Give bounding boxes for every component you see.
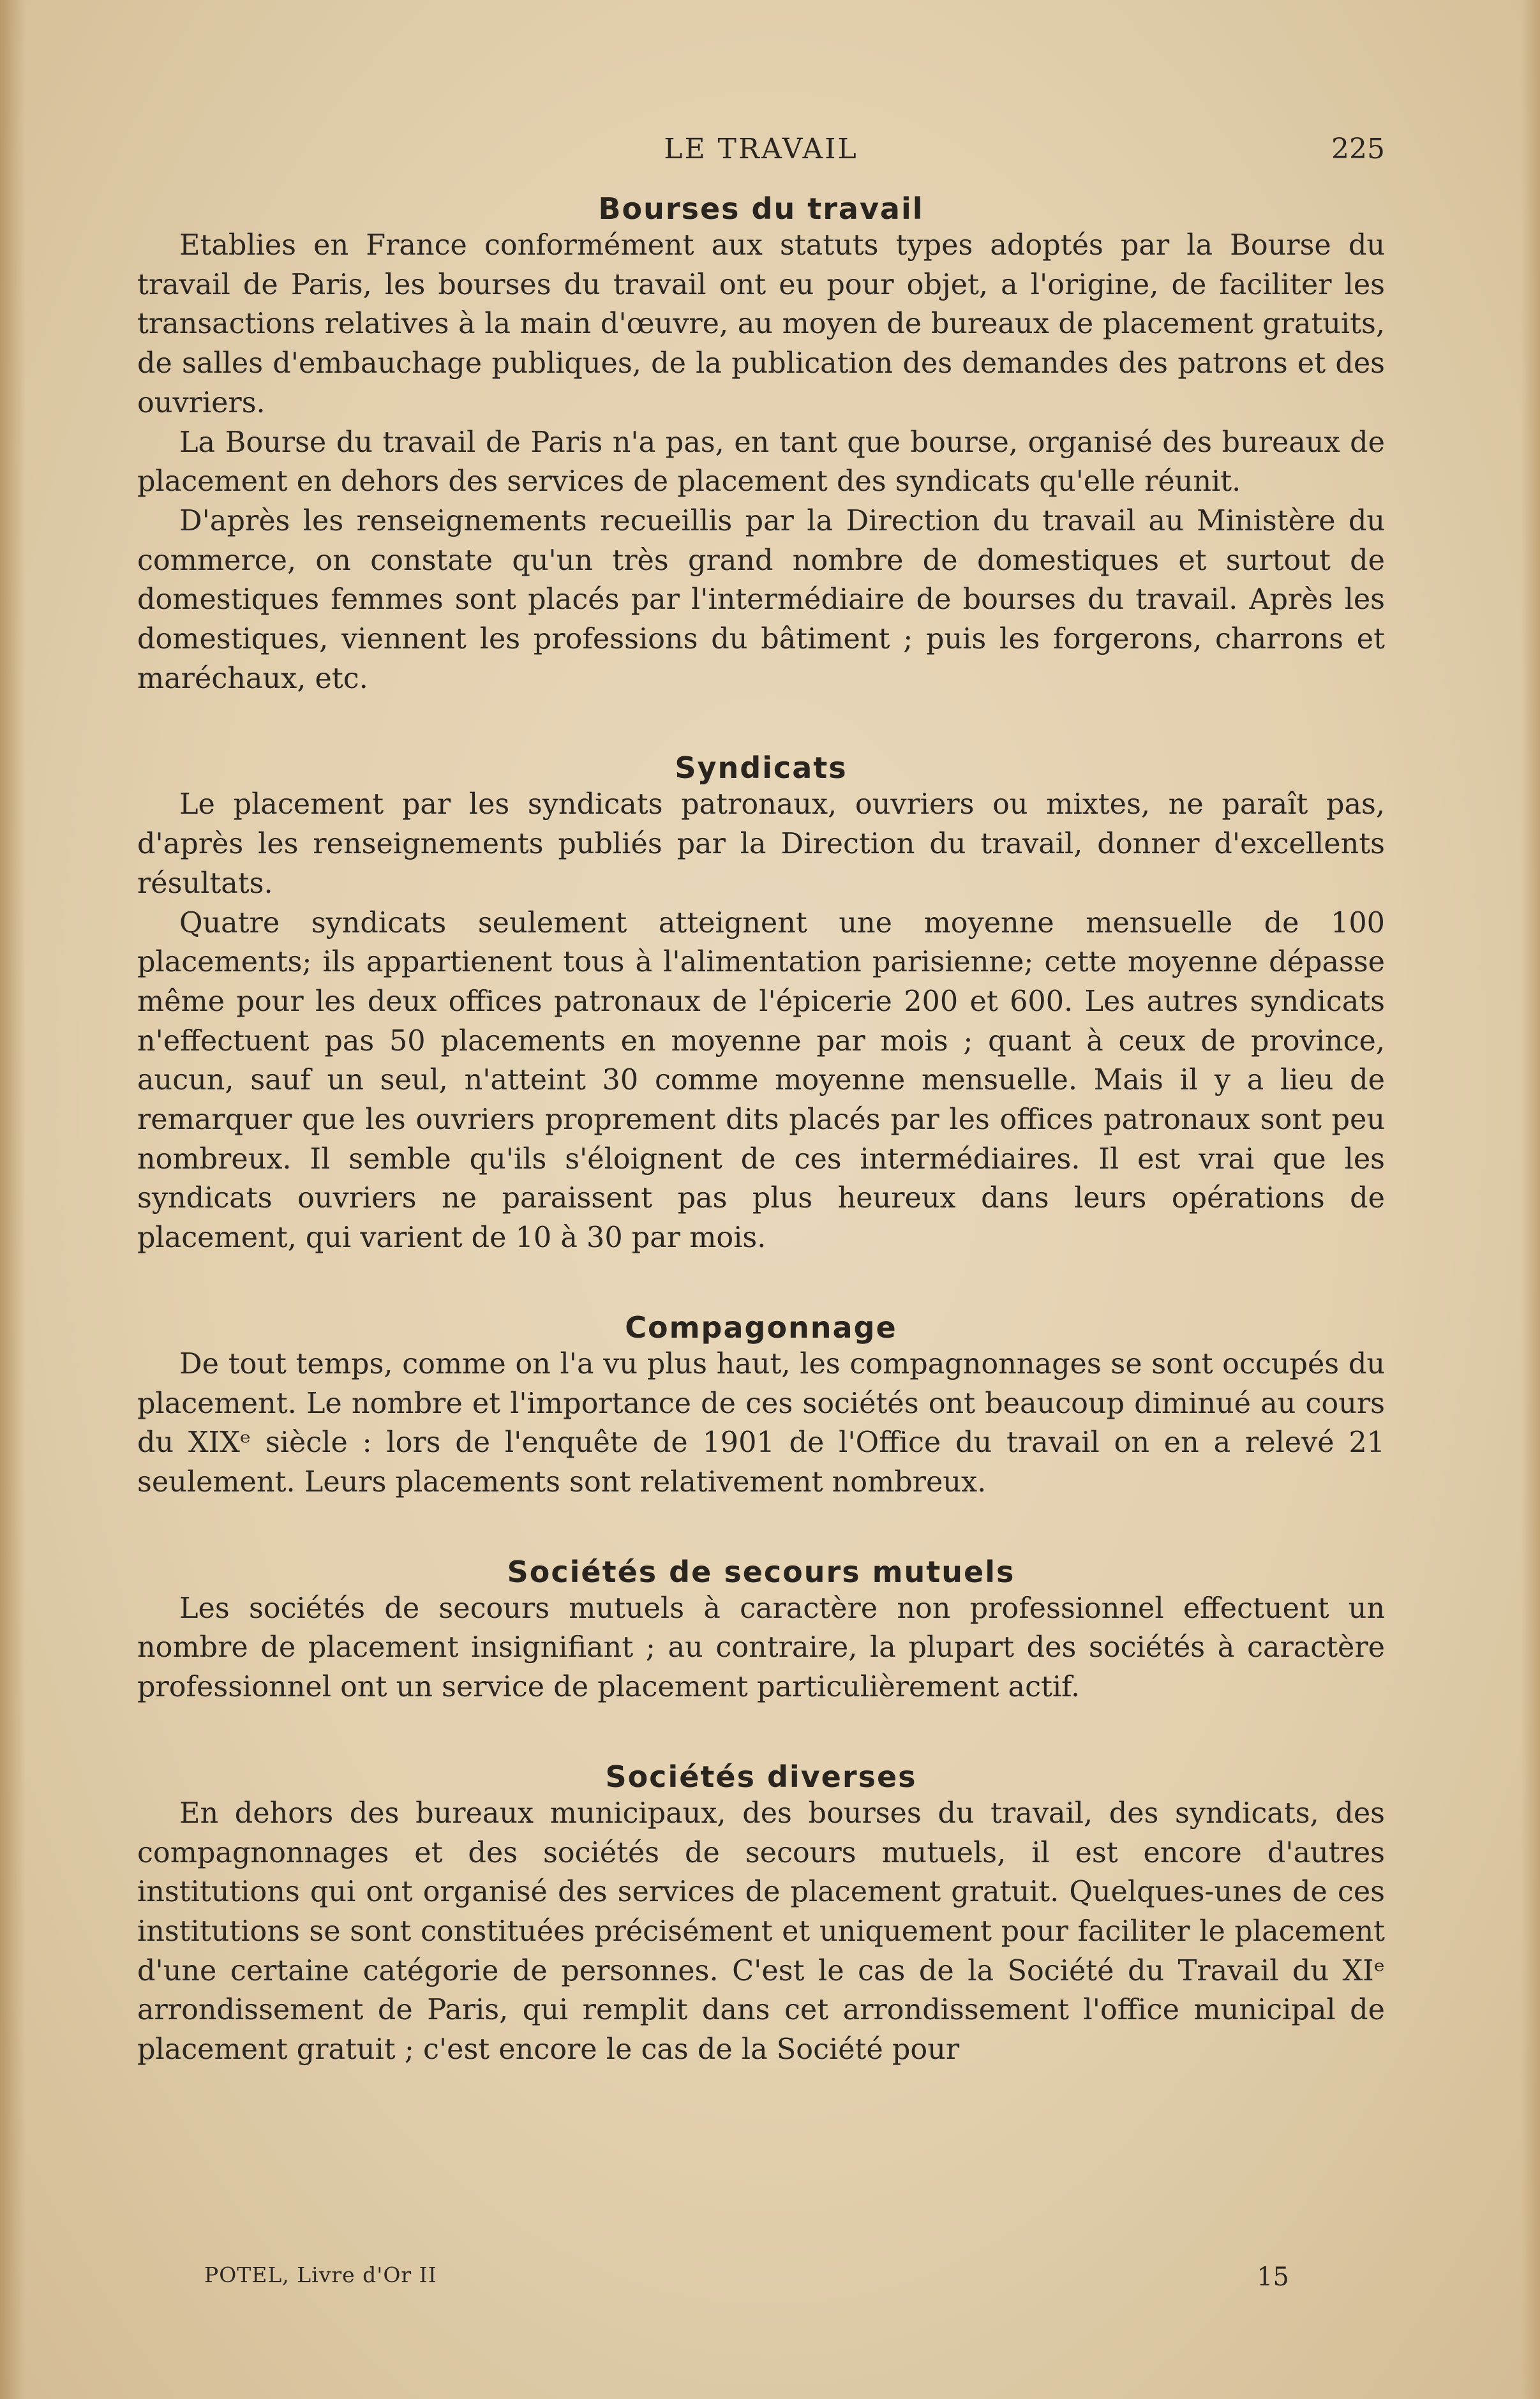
section-societes-de-secours-mutuels bbox=[137, 1555, 1385, 1707]
page-number: 225 bbox=[1331, 133, 1385, 165]
page-edge-left bbox=[0, 0, 26, 2399]
section-title: Syndicats bbox=[675, 751, 848, 786]
section-title: Bourses du travail bbox=[598, 191, 924, 226]
page-body bbox=[137, 191, 1385, 2070]
paragraph: Les sociétés de secours mutuels à caractère non professionnel effectuent un nombre de placement insignifiant ; au contraire, la plupart des sociétés à caractère professionnel ont un service de placement particulièrement actif. bbox=[137, 1592, 1385, 1704]
paragraph: D'après les renseignements recueillis par la Direction du travail au Ministère du commerce, on constate qu'un très grand nombre de domestiques et surtout de domestiques femmes sont placés par l'intermédiaire de bourses du travail. Après les domestiques, viennent les professions du bâtiment ; puis les forgerons, charrons et maréchaux, etc. bbox=[137, 504, 1385, 695]
footer-sheet-number: 15 bbox=[1257, 2262, 1289, 2292]
page-edge-right bbox=[1521, 0, 1540, 2399]
running-title: LE TRAVAIL bbox=[664, 133, 858, 165]
section-title: Sociétés diverses bbox=[605, 1759, 917, 1794]
paragraph: Le placement par les syndicats patronaux, ouvriers ou mixtes, ne paraît pas, d'après les renseignements publiés par la Direction du travail, donner d'excellents résultats. bbox=[137, 788, 1385, 900]
section-syndicats bbox=[137, 751, 1385, 1257]
section-societes-diverses bbox=[137, 1760, 1385, 2070]
page-footer bbox=[204, 2262, 1289, 2301]
paragraph: Etablies en France conformément aux statuts types adoptés par la Bourse du travail de Paris, les bourses du travail ont eu pour objet, a l'origine, de faciliter les transactions relatives à la main d'œuvre, au moyen de bureaux de placement gratuits, de salles d'embauchage publiques, de la publication des demandes des patrons et des ouvriers. bbox=[137, 229, 1385, 419]
page-header bbox=[137, 133, 1385, 177]
section-compagonnage bbox=[137, 1310, 1385, 1502]
section-title: Compagonnage bbox=[625, 1310, 897, 1345]
paragraph: La Bourse du travail de Paris n'a pas, en tant que bourse, organisé des bureaux de placement en dehors des services de placement des syndicats qu'elle réunit. bbox=[137, 426, 1385, 498]
section-title: Sociétés de secours mutuels bbox=[507, 1554, 1015, 1589]
section-bourses-du-travail bbox=[137, 191, 1385, 698]
paragraph: En dehors des bureaux municipaux, des bourses du travail, des syndicats, des compagnonnages et des sociétés de secours mutuels, il est encore d'autres institutions qui ont organisé des services de placement gratuit. Quelques-unes de ces institutions se sont constituées précisément et uniquement pour faciliter le placement d'une certaine catégorie de personnes. C'est le cas de la Société du Travail du XIᵉ arrondissement de Paris, qui remplit dans cet arrondissement l'office municipal de placement gratuit ; c'est encore le cas de la Société pour bbox=[137, 1797, 1385, 2066]
footer-source: POTEL, Livre d'Or II bbox=[204, 2262, 437, 2287]
paragraph: De tout temps, comme on l'a vu plus haut, les compagnonnages se sont occupés du placement. Le nombre et l'importance de ces sociétés ont beaucoup diminué au cours du XIXᵉ siècle : lors de l'enquête de 1901 de l'Office du travail on en a relevé 21 seulement. Leurs placements sont relativement nombreux. bbox=[137, 1347, 1385, 1498]
paragraph: Quatre syndicats seulement atteignent une moyenne mensuelle de 100 placements; ils appartienent tous à l'alimentation parisienne; cette moyenne dépasse même pour les deux offices patronaux de l'épicerie 200 et 600. Les autres syndicats n'effectuent pas 50 placements en moyenne par mois ; quant à ceux de province, aucun, sauf un seul, n'atteint 30 comme moyenne mensuelle. Mais il y a lieu de remarquer que les ouvriers proprement dits placés par les offices patronaux sont peu nombreux. Il semble qu'ils s'éloignent de ces intermédiaires. Il est vrai que les syndicats ouvriers ne paraissent pas plus heureux dans leurs opérations de placement, qui varient de 10 à 30 par mois. bbox=[137, 906, 1385, 1255]
